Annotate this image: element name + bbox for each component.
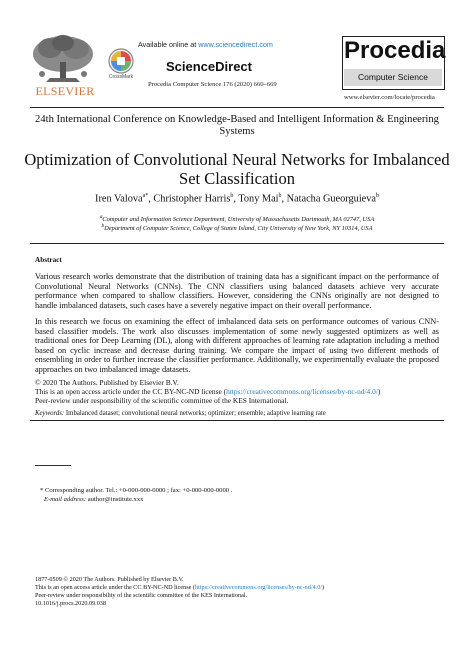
abstract-paragraph: Various research works demonstrate that the distribution of training data has a significant impact on the performance of Convolutional Neural Networks (CNNs). The CNN classifiers using balanced datasets achieve very accurate performance when compared to shallow classifiers. However, considering the CNNs originally are not designed to handle imbalanced datasets, such cases have a severely negative impact on their overall performance. bbox=[35, 272, 439, 310]
corresponding-mark: * bbox=[145, 193, 149, 199]
author-affiliation-mark: a bbox=[142, 193, 146, 199]
journal-citation: Procedia Computer Science 176 (2020) 660–669 bbox=[148, 81, 277, 88]
copyright-line: © 2020 The Authors. Published by Elsevier B.V. bbox=[35, 378, 179, 387]
abstract-paragraph: In this research we focus on examining the effect of imbalanced data sets on performance outcomes of various CNN-based classifier models. The work also discusses implementation of some newly suggested optimizers as well as traditional ones for Deep Learning (DL), along with different approaches of learning rate adaptation including a method based on cyclic increase and decrease during training. We compare the impact of using two different methods of ensembling in order to further increase the classifier performance. Additionally, we experimentally evaluate the proposed approaches on two imbalanced image datasets. bbox=[35, 317, 439, 374]
open-access-prefix: This is an open access article under the CC BY-NC-ND license ( bbox=[35, 387, 227, 396]
peer-review-line: Peer-review under responsibility of the scientific committee of the KES International. bbox=[35, 396, 289, 405]
abstract-divider bbox=[30, 420, 444, 421]
affiliation-mark: a bbox=[99, 214, 103, 220]
bottom-oa-suffix: ) bbox=[322, 584, 325, 591]
paper-title: Optimization of Convolutional Neural Networks for Imbalanced Set Classification bbox=[24, 150, 450, 188]
procedia-logo-subtitle: Computer Science bbox=[358, 72, 428, 82]
journal-url[interactable]: www.elsevier.com/locate/procedia bbox=[344, 94, 435, 101]
procedia-logo-title: Procedia bbox=[344, 37, 446, 64]
affiliation-mark: b bbox=[101, 223, 105, 229]
author-name: Natacha Gueorguieva bbox=[286, 193, 376, 205]
email-label: E-mail address: bbox=[44, 496, 87, 503]
keywords-line bbox=[35, 410, 439, 417]
abstract-heading: Abstract bbox=[35, 256, 62, 264]
footnote-divider bbox=[35, 465, 71, 466]
bottom-open-access-line bbox=[35, 584, 455, 592]
affiliation-divider bbox=[30, 243, 444, 244]
corresponding-author-note: * Corresponding author. Tel.: +0-000-000-0000 ; fax: +0-000-000-0000 . bbox=[40, 487, 233, 494]
author-affiliation-mark: b bbox=[375, 193, 379, 199]
bottom-license-link[interactable]: https://creativecommons.org/licenses/by-nc-nd/4.0/ bbox=[194, 584, 323, 591]
available-prefix: Available online at bbox=[138, 40, 199, 49]
affiliation-text: Department of Computer Science, College of Staten Island, City University of New York, NY 10314, USA bbox=[104, 225, 373, 233]
author-affiliation-mark: b bbox=[278, 193, 282, 199]
conference-name: 24th International Conference on Knowledge-Based and Intelligent Information & Engineering Systems bbox=[35, 114, 439, 137]
author-affiliation-mark: b bbox=[230, 193, 234, 199]
affiliation-text: Computer and Information Science Department, University of Massachusetts Dartmouth, MA 02747, USA bbox=[102, 216, 375, 224]
crossmark-label: CrossMark bbox=[108, 74, 134, 80]
bottom-oa-prefix: This is an open access article under the CC BY-NC-ND license ( bbox=[35, 584, 195, 591]
author-name: Tony Mai bbox=[238, 193, 279, 205]
keywords-text: Imbalanced dataset; convolutional neural networks; optimizer; ensemble; adaptive learning rate bbox=[64, 410, 326, 417]
author-name: Christopher Harris bbox=[153, 193, 231, 205]
elsevier-wordmark: ELSEVIER bbox=[35, 84, 95, 98]
doi-line[interactable]: 10.1016/j.procs.2020.09.038 bbox=[35, 600, 106, 607]
keywords-label: Keywords: bbox=[35, 410, 65, 417]
issn-line: 1877-0509 © 2020 The Authors. Published by Elsevier B.V. bbox=[35, 576, 184, 583]
sciencedirect-brand: ScienceDirect bbox=[166, 59, 252, 74]
sciencedirect-link[interactable]: www.sciencedirect.com bbox=[198, 40, 273, 49]
email-note bbox=[44, 496, 143, 503]
affiliation-b bbox=[30, 223, 444, 232]
email-address[interactable]: author@institute.xxx bbox=[86, 496, 144, 503]
open-access-suffix: ) bbox=[377, 387, 381, 396]
author-name: Iren Valova bbox=[95, 193, 143, 205]
header-divider bbox=[30, 107, 444, 108]
author-list: Iren Valova$^{a*}$, Christopher Harris$^b$, Tony Mai$^b$, Natacha Gueorguieva$^b$ bbox=[95, 193, 379, 205]
license-link[interactable]: https://creativecommons.org/licenses/by-nc-nd/4.0/ bbox=[226, 387, 378, 396]
bottom-peer-review-line: Peer-review under responsibility of the scientific committee of the KES International. bbox=[35, 592, 248, 599]
affiliation-a bbox=[30, 214, 444, 223]
available-online-line bbox=[138, 40, 273, 49]
